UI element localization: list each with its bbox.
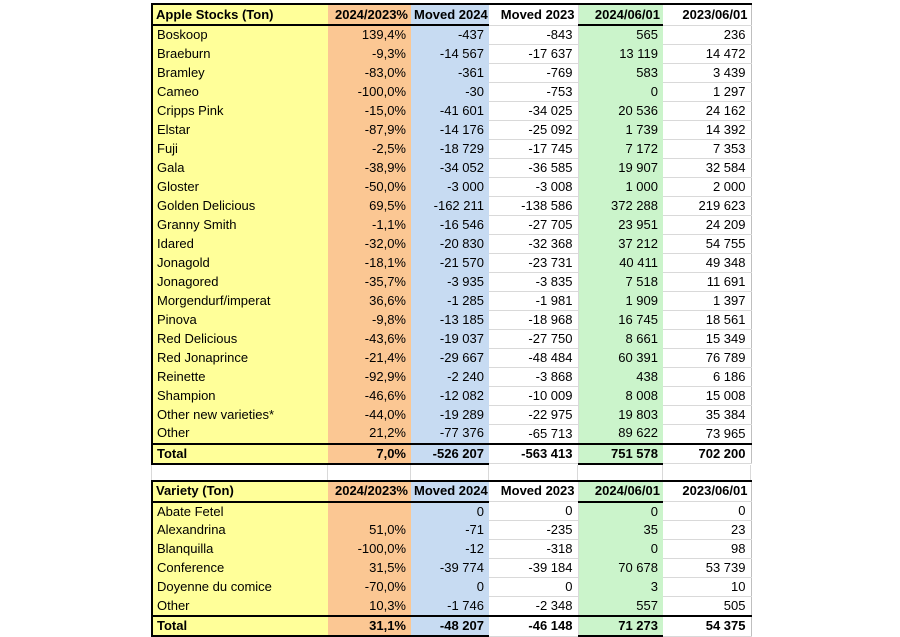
- value-cell[interactable]: 35 384: [663, 405, 751, 424]
- total-value-cell[interactable]: 71 273: [578, 616, 663, 636]
- row-label-cell[interactable]: Doyenne du comice: [152, 578, 328, 597]
- table-row: [152, 272, 751, 291]
- value-cell[interactable]: -3 935: [411, 272, 489, 291]
- value-cell[interactable]: -437: [411, 25, 489, 44]
- value-cell[interactable]: -77 376: [411, 424, 489, 444]
- value-cell[interactable]: -32,0%: [328, 234, 411, 253]
- row-label-cell[interactable]: Other: [152, 424, 328, 444]
- value-cell[interactable]: 219 623: [663, 196, 751, 215]
- value-cell[interactable]: 24 162: [663, 101, 751, 120]
- value-cell[interactable]: -843: [489, 25, 578, 44]
- row-label-cell[interactable]: Morgendurf/imperat: [152, 291, 328, 310]
- value-cell[interactable]: -3 008: [489, 177, 578, 196]
- value-cell[interactable]: -14 176: [411, 120, 489, 139]
- row-label-cell[interactable]: Fuji: [152, 139, 328, 158]
- value-cell[interactable]: 0: [411, 578, 489, 597]
- value-cell[interactable]: -162 211: [411, 196, 489, 215]
- value-cell[interactable]: -39 774: [411, 559, 489, 578]
- value-cell[interactable]: -34 025: [489, 101, 578, 120]
- table-row: [152, 329, 751, 348]
- row-label-cell[interactable]: Pinova: [152, 310, 328, 329]
- value-cell[interactable]: -43,6%: [328, 329, 411, 348]
- value-cell[interactable]: -235: [489, 521, 578, 540]
- table-row: [152, 386, 751, 405]
- value-cell[interactable]: 10: [663, 578, 751, 597]
- value-cell[interactable]: -17 745: [489, 139, 578, 158]
- table-row: [152, 25, 751, 44]
- value-cell[interactable]: -70,0%: [328, 578, 411, 597]
- total-value-cell[interactable]: 751 578: [578, 444, 663, 464]
- value-cell[interactable]: 13 119: [578, 44, 663, 63]
- total-value-cell[interactable]: -526 207: [411, 444, 489, 464]
- empty-cell[interactable]: [578, 465, 663, 480]
- row-label-cell[interactable]: Reinette: [152, 367, 328, 386]
- column-header[interactable]: 2024/06/01: [578, 481, 663, 502]
- total-row: [152, 616, 751, 636]
- row-label-cell[interactable]: Braeburn: [152, 44, 328, 63]
- value-cell[interactable]: 69,5%: [328, 196, 411, 215]
- value-cell[interactable]: 372 288: [578, 196, 663, 215]
- column-header[interactable]: Moved 2024: [411, 481, 489, 502]
- value-cell[interactable]: 3: [578, 578, 663, 597]
- table-row: [152, 559, 751, 578]
- value-cell[interactable]: -753: [489, 82, 578, 101]
- row-label-cell[interactable]: Other: [152, 597, 328, 617]
- value-cell[interactable]: -87,9%: [328, 120, 411, 139]
- value-cell[interactable]: -12 082: [411, 386, 489, 405]
- value-cell[interactable]: -12: [411, 540, 489, 559]
- value-cell[interactable]: -18 968: [489, 310, 578, 329]
- table-title-cell[interactable]: Variety (Ton): [152, 481, 328, 502]
- total-value-cell[interactable]: -48 207: [411, 616, 489, 636]
- table-row: [152, 540, 751, 559]
- value-cell[interactable]: 51,0%: [328, 521, 411, 540]
- table-row: [152, 578, 751, 597]
- value-cell[interactable]: -35,7%: [328, 272, 411, 291]
- value-cell[interactable]: 15 008: [663, 386, 751, 405]
- spreadsheet-sheet: [151, 3, 750, 637]
- value-cell[interactable]: 73 965: [663, 424, 751, 444]
- value-cell[interactable]: -1 746: [411, 597, 489, 617]
- value-cell[interactable]: -9,8%: [328, 310, 411, 329]
- value-cell[interactable]: -34 052: [411, 158, 489, 177]
- value-cell[interactable]: 505: [663, 597, 751, 617]
- table-row: [152, 367, 751, 386]
- row-label-cell[interactable]: Cameo: [152, 82, 328, 101]
- value-cell[interactable]: 36,6%: [328, 291, 411, 310]
- table-row: [152, 44, 751, 63]
- spacer-row: [152, 465, 751, 480]
- value-cell[interactable]: -1 285: [411, 291, 489, 310]
- value-cell[interactable]: -21 570: [411, 253, 489, 272]
- value-cell[interactable]: 18 561: [663, 310, 751, 329]
- value-cell[interactable]: -318: [489, 540, 578, 559]
- value-cell[interactable]: 0: [578, 540, 663, 559]
- value-cell[interactable]: 31,5%: [328, 559, 411, 578]
- column-header[interactable]: 2024/2023%: [328, 4, 411, 25]
- value-cell[interactable]: -44,0%: [328, 405, 411, 424]
- table-row: [152, 291, 751, 310]
- total-value-cell[interactable]: 702 200: [663, 444, 751, 464]
- table-row: [152, 63, 751, 82]
- value-cell[interactable]: -21,4%: [328, 348, 411, 367]
- table-row: [152, 101, 751, 120]
- total-value-cell[interactable]: 31,1%: [328, 616, 411, 636]
- value-cell[interactable]: 1 909: [578, 291, 663, 310]
- row-label-cell[interactable]: Jonagold: [152, 253, 328, 272]
- apple-stocks-table: [151, 3, 752, 465]
- value-cell[interactable]: -30: [411, 82, 489, 101]
- value-cell[interactable]: 10,3%: [328, 597, 411, 617]
- value-cell[interactable]: -2 348: [489, 597, 578, 617]
- total-value-cell[interactable]: -46 148: [489, 616, 578, 636]
- value-cell[interactable]: -15,0%: [328, 101, 411, 120]
- value-cell[interactable]: 1 739: [578, 120, 663, 139]
- value-cell[interactable]: 7 172: [578, 139, 663, 158]
- value-cell[interactable]: -3 000: [411, 177, 489, 196]
- value-cell[interactable]: 53 739: [663, 559, 751, 578]
- value-cell[interactable]: 7 353: [663, 139, 751, 158]
- value-cell[interactable]: 557: [578, 597, 663, 617]
- value-cell[interactable]: -65 713: [489, 424, 578, 444]
- total-value-cell[interactable]: 54 375: [663, 616, 751, 636]
- value-cell[interactable]: -9,3%: [328, 44, 411, 63]
- value-cell[interactable]: -2 240: [411, 367, 489, 386]
- row-label-cell[interactable]: Alexandrina: [152, 521, 328, 540]
- value-cell[interactable]: 1 297: [663, 82, 751, 101]
- table-row: [152, 158, 751, 177]
- value-cell[interactable]: 0: [489, 578, 578, 597]
- value-cell[interactable]: -20 830: [411, 234, 489, 253]
- total-value-cell[interactable]: 7,0%: [328, 444, 411, 464]
- column-header[interactable]: Moved 2023: [489, 481, 578, 502]
- total-label-cell[interactable]: Total: [152, 616, 328, 636]
- value-cell[interactable]: 98: [663, 540, 751, 559]
- value-cell[interactable]: 19 803: [578, 405, 663, 424]
- value-cell[interactable]: -92,9%: [328, 367, 411, 386]
- spacer-row: [151, 465, 751, 480]
- value-cell[interactable]: -46,6%: [328, 386, 411, 405]
- table-row: [152, 120, 751, 139]
- table-row: [152, 177, 751, 196]
- row-label-cell[interactable]: Gloster: [152, 177, 328, 196]
- value-cell[interactable]: 54 755: [663, 234, 751, 253]
- column-header[interactable]: 2024/2023%: [328, 481, 411, 502]
- row-label-cell[interactable]: Bramley: [152, 63, 328, 82]
- row-label-cell[interactable]: Golden Delicious: [152, 196, 328, 215]
- row-label-cell[interactable]: Jonagored: [152, 272, 328, 291]
- value-cell[interactable]: 20 536: [578, 101, 663, 120]
- value-cell[interactable]: 37 212: [578, 234, 663, 253]
- table-row: [152, 597, 751, 617]
- row-label-cell[interactable]: Red Jonaprince: [152, 348, 328, 367]
- header-row: [152, 4, 751, 25]
- table-row: [152, 253, 751, 272]
- value-cell[interactable]: 89 622: [578, 424, 663, 444]
- column-header[interactable]: 2024/06/01: [578, 4, 663, 25]
- total-value-cell[interactable]: -563 413: [489, 444, 578, 464]
- value-cell[interactable]: -100,0%: [328, 82, 411, 101]
- row-label-cell[interactable]: Gala: [152, 158, 328, 177]
- value-cell[interactable]: -100,0%: [328, 540, 411, 559]
- row-label-cell[interactable]: Granny Smith: [152, 215, 328, 234]
- value-cell[interactable]: -14 567: [411, 44, 489, 63]
- value-cell[interactable]: 8 661: [578, 329, 663, 348]
- value-cell[interactable]: 3 439: [663, 63, 751, 82]
- value-cell[interactable]: -41 601: [411, 101, 489, 120]
- value-cell[interactable]: 14 392: [663, 120, 751, 139]
- value-cell[interactable]: -1,1%: [328, 215, 411, 234]
- value-cell[interactable]: -36 585: [489, 158, 578, 177]
- table-row: [152, 521, 751, 540]
- value-cell[interactable]: -18 729: [411, 139, 489, 158]
- value-cell[interactable]: 2 000: [663, 177, 751, 196]
- total-label-cell[interactable]: Total: [152, 444, 328, 464]
- value-cell[interactable]: 0: [663, 502, 751, 521]
- value-cell[interactable]: 76 789: [663, 348, 751, 367]
- row-label-cell[interactable]: Elstar: [152, 120, 328, 139]
- value-cell[interactable]: -48 484: [489, 348, 578, 367]
- table-row: [152, 139, 751, 158]
- value-cell[interactable]: -39 184: [489, 559, 578, 578]
- table-row: [152, 502, 751, 521]
- table-row: [152, 424, 751, 444]
- value-cell[interactable]: 49 348: [663, 253, 751, 272]
- row-label-cell[interactable]: Cripps Pink: [152, 101, 328, 120]
- value-cell[interactable]: -27 750: [489, 329, 578, 348]
- empty-cell[interactable]: [328, 465, 411, 480]
- value-cell[interactable]: 23 951: [578, 215, 663, 234]
- value-cell[interactable]: 35: [578, 521, 663, 540]
- value-cell[interactable]: 60 391: [578, 348, 663, 367]
- value-cell[interactable]: 23: [663, 521, 751, 540]
- empty-cell[interactable]: [663, 465, 751, 480]
- value-cell[interactable]: 21,2%: [328, 424, 411, 444]
- value-cell[interactable]: -17 637: [489, 44, 578, 63]
- value-cell[interactable]: -83,0%: [328, 63, 411, 82]
- table-row: [152, 234, 751, 253]
- value-cell[interactable]: 8 008: [578, 386, 663, 405]
- value-cell[interactable]: [328, 502, 411, 521]
- empty-cell[interactable]: [152, 465, 328, 480]
- value-cell[interactable]: -19 289: [411, 405, 489, 424]
- column-header[interactable]: Moved 2024: [411, 4, 489, 25]
- value-cell[interactable]: 19 907: [578, 158, 663, 177]
- value-cell[interactable]: -29 667: [411, 348, 489, 367]
- value-cell[interactable]: 0: [489, 502, 578, 521]
- value-cell[interactable]: 11 691: [663, 272, 751, 291]
- value-cell[interactable]: -27 705: [489, 215, 578, 234]
- value-cell[interactable]: 14 472: [663, 44, 751, 63]
- header-row: [152, 481, 751, 502]
- value-cell[interactable]: 24 209: [663, 215, 751, 234]
- value-cell[interactable]: -138 586: [489, 196, 578, 215]
- value-cell[interactable]: 40 411: [578, 253, 663, 272]
- value-cell[interactable]: 438: [578, 367, 663, 386]
- value-cell[interactable]: 236: [663, 25, 751, 44]
- value-cell[interactable]: 1 000: [578, 177, 663, 196]
- value-cell[interactable]: -50,0%: [328, 177, 411, 196]
- row-label-cell[interactable]: Conference: [152, 559, 328, 578]
- row-label-cell[interactable]: Boskoop: [152, 25, 328, 44]
- value-cell[interactable]: -2,5%: [328, 139, 411, 158]
- empty-cell[interactable]: [411, 465, 489, 480]
- variety-table: [151, 480, 752, 637]
- row-label-cell[interactable]: Red Delicious: [152, 329, 328, 348]
- value-cell[interactable]: 16 745: [578, 310, 663, 329]
- value-cell[interactable]: 6 186: [663, 367, 751, 386]
- table-row: [152, 348, 751, 367]
- row-label-cell[interactable]: Idared: [152, 234, 328, 253]
- value-cell[interactable]: 70 678: [578, 559, 663, 578]
- value-cell[interactable]: 139,4%: [328, 25, 411, 44]
- table-row: [152, 310, 751, 329]
- table-row: [152, 405, 751, 424]
- value-cell[interactable]: -361: [411, 63, 489, 82]
- row-label-cell[interactable]: Shampion: [152, 386, 328, 405]
- value-cell[interactable]: 0: [578, 82, 663, 101]
- value-cell[interactable]: -1 981: [489, 291, 578, 310]
- value-cell[interactable]: 565: [578, 25, 663, 44]
- table-row: [152, 196, 751, 215]
- value-cell[interactable]: -25 092: [489, 120, 578, 139]
- table-title-cell[interactable]: Apple Stocks (Ton): [152, 4, 328, 25]
- value-cell[interactable]: 0: [578, 502, 663, 521]
- value-cell[interactable]: -18,1%: [328, 253, 411, 272]
- value-cell[interactable]: 583: [578, 63, 663, 82]
- total-row: [152, 444, 751, 464]
- value-cell[interactable]: 0: [411, 502, 489, 521]
- row-label-cell[interactable]: Abate Fetel: [152, 502, 328, 521]
- value-cell[interactable]: -71: [411, 521, 489, 540]
- empty-cell[interactable]: [489, 465, 578, 480]
- value-cell[interactable]: -3 868: [489, 367, 578, 386]
- value-cell[interactable]: 7 518: [578, 272, 663, 291]
- value-cell[interactable]: -13 185: [411, 310, 489, 329]
- value-cell[interactable]: -32 368: [489, 234, 578, 253]
- row-label-cell[interactable]: Other new varieties*: [152, 405, 328, 424]
- value-cell[interactable]: -769: [489, 63, 578, 82]
- value-cell[interactable]: -3 835: [489, 272, 578, 291]
- value-cell[interactable]: 32 584: [663, 158, 751, 177]
- column-header[interactable]: 2023/06/01: [663, 481, 751, 502]
- value-cell[interactable]: -22 975: [489, 405, 578, 424]
- value-cell[interactable]: -19 037: [411, 329, 489, 348]
- value-cell[interactable]: 15 349: [663, 329, 751, 348]
- column-header[interactable]: 2023/06/01: [663, 4, 751, 25]
- value-cell[interactable]: -38,9%: [328, 158, 411, 177]
- value-cell[interactable]: -16 546: [411, 215, 489, 234]
- table-row: [152, 215, 751, 234]
- value-cell[interactable]: 1 397: [663, 291, 751, 310]
- row-label-cell[interactable]: Blanquilla: [152, 540, 328, 559]
- value-cell[interactable]: -23 731: [489, 253, 578, 272]
- column-header[interactable]: Moved 2023: [489, 4, 578, 25]
- value-cell[interactable]: -10 009: [489, 386, 578, 405]
- table-row: [152, 82, 751, 101]
